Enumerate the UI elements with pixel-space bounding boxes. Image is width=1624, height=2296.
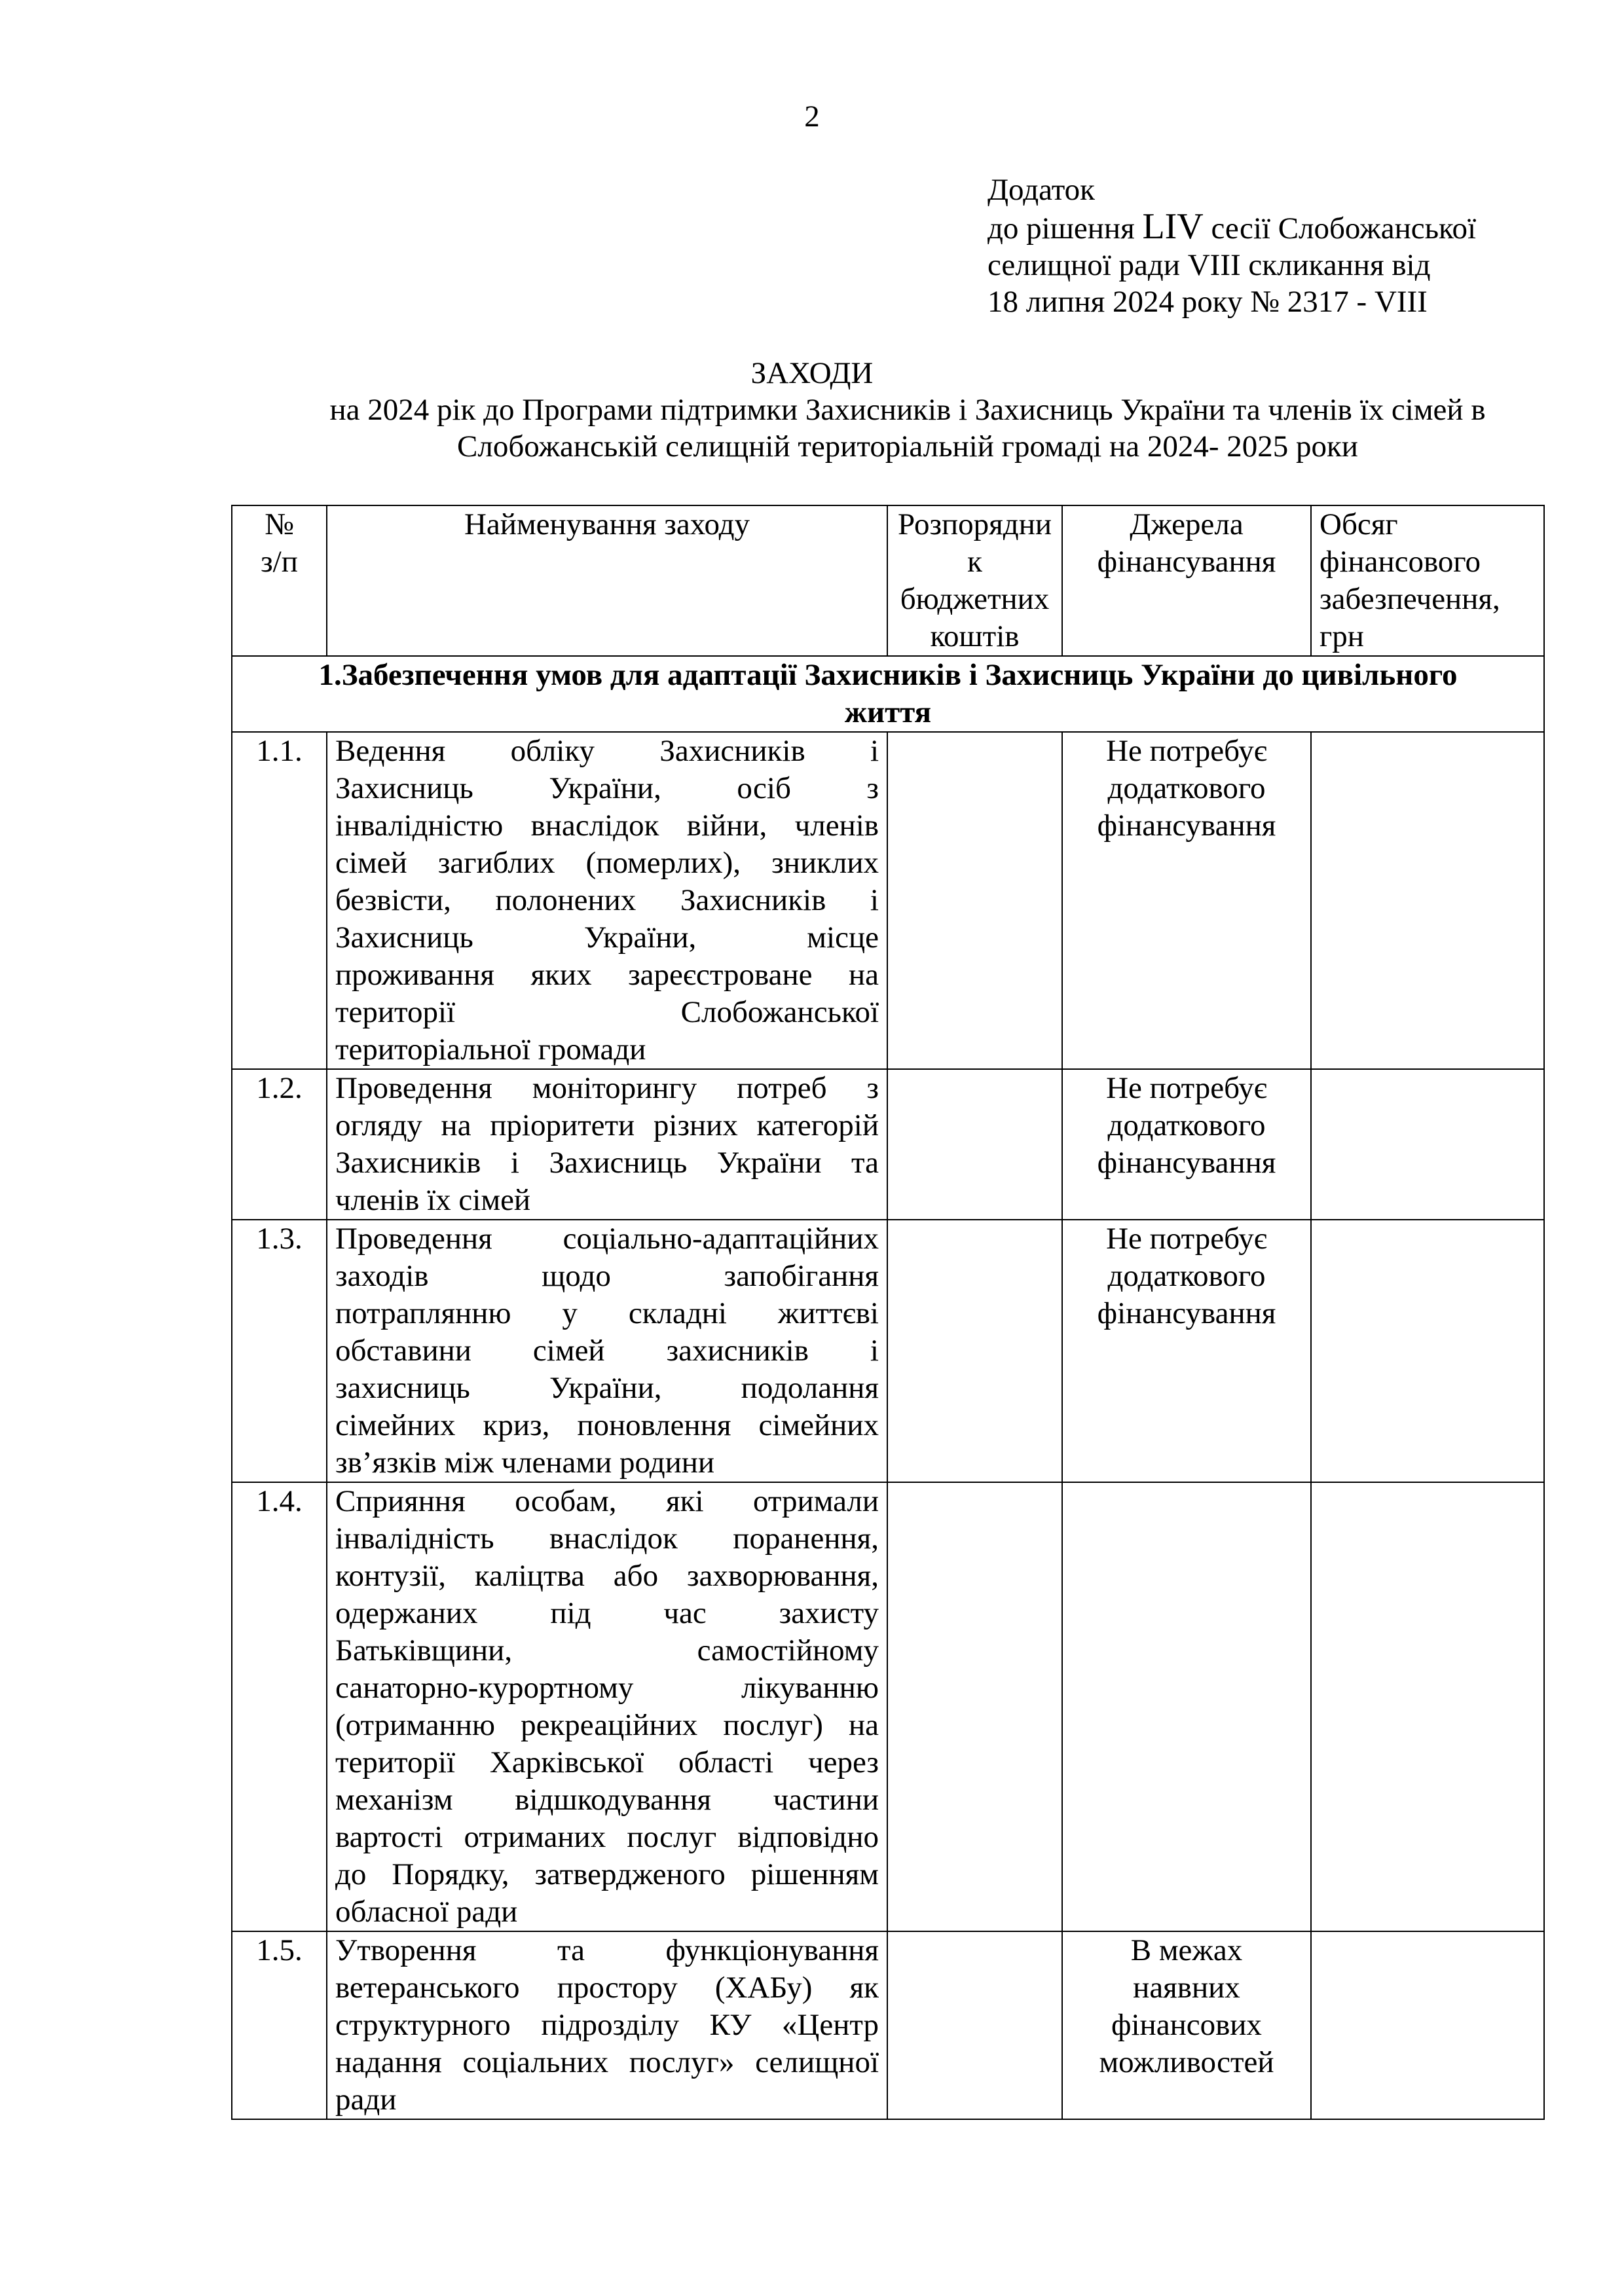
measure-name-line: членів їх сімей bbox=[335, 1183, 531, 1217]
funding-source-line: додаткового bbox=[1107, 771, 1266, 805]
section-heading bbox=[232, 656, 1544, 732]
header-measure-name: Найменування заходу bbox=[327, 505, 887, 656]
addendum-block bbox=[987, 172, 1577, 320]
header-manager-line: Розпорядни bbox=[897, 507, 1052, 541]
measure-name-line: механізм відшкодування частини bbox=[335, 1783, 879, 1817]
measure-name-line: Ведення обліку Захисників і bbox=[335, 734, 879, 768]
measure-name-line: обласної ради bbox=[335, 1895, 518, 1929]
table-row bbox=[232, 1482, 1544, 1931]
measure-name-line: одержаних під час захисту bbox=[335, 1596, 879, 1630]
funding-source-line: Не потребує bbox=[1106, 1222, 1267, 1256]
measure-name-line: безвісти, полонених Захисників і bbox=[335, 883, 879, 917]
funding-source-line: фінансових bbox=[1111, 2008, 1262, 2042]
addendum-line-2-suffix: сесії Слобожанської bbox=[1203, 211, 1477, 246]
measure-name-line: потраплянню у складні життєві bbox=[335, 1296, 879, 1330]
funding-source-line: додаткового bbox=[1107, 1108, 1266, 1142]
section-heading-line: 1.Забезпечення умов для адаптації Захисників і Захисниць України до цивільного bbox=[318, 658, 1458, 692]
funding-volume-cell bbox=[1311, 1069, 1544, 1220]
measure-name-line: ветеранського простору (ХАБу) як bbox=[335, 1971, 879, 2005]
addendum-line-4: 18 липня 2024 року № 2317 - VIII bbox=[987, 285, 1428, 319]
funding-source-line: В межах bbox=[1130, 1933, 1243, 1967]
addendum-line-2-prefix: до рішення bbox=[987, 211, 1143, 246]
measure-name-line: Сприяння особам, які отримали bbox=[335, 1484, 879, 1518]
funding-source-line: додаткового bbox=[1107, 1259, 1266, 1293]
row-number: 1.1. bbox=[232, 732, 327, 1069]
row-number: 1.4. bbox=[232, 1482, 327, 1931]
funding-source-line: фінансування bbox=[1097, 1296, 1276, 1330]
addendum-line-3: селищної ради VIII скликання від bbox=[987, 248, 1431, 282]
row-number: 1.2. bbox=[232, 1069, 327, 1220]
measure-name-line: території Харківської області через bbox=[335, 1745, 879, 1779]
funding-volume-cell bbox=[1311, 1482, 1544, 1931]
subtitle-line-2: Слобожанській селищній територіальній громаді на 2024- 2025 роки bbox=[457, 429, 1358, 464]
measure-name bbox=[327, 1482, 887, 1931]
measures-table bbox=[231, 505, 1545, 2120]
table-row bbox=[232, 1069, 1544, 1220]
measure-name-line: проживання яких зареєстроване на bbox=[335, 958, 879, 992]
table-row bbox=[232, 1931, 1544, 2119]
session-roman-number: LIV bbox=[1142, 206, 1204, 247]
header-manager-line: коштів bbox=[930, 619, 1020, 653]
funding-source-line: Не потребує bbox=[1106, 1071, 1267, 1105]
measure-name-line: інвалідністю внаслідок війни, членів bbox=[335, 809, 879, 843]
budget-manager-cell bbox=[887, 1482, 1062, 1931]
funding-source-line: наявних bbox=[1133, 1971, 1240, 2005]
measure-name-line: структурного підрозділу КУ «Центр bbox=[335, 2008, 879, 2042]
measure-name-line: зв’язків між членами родини bbox=[335, 1446, 715, 1480]
funding-source-line: фінансування bbox=[1097, 809, 1276, 843]
table-header-row bbox=[232, 505, 1544, 656]
measure-name-line: Батьківщини, самостійному bbox=[335, 1633, 879, 1667]
funding-volume-cell bbox=[1311, 732, 1544, 1069]
document-title: ЗАХОДИ bbox=[750, 356, 874, 390]
funding-source-cell bbox=[1062, 1931, 1311, 2119]
header-volume-line: грн bbox=[1320, 619, 1364, 653]
measure-name-line: (отриманню рекреаційних послуг) на bbox=[335, 1708, 879, 1742]
measure-name bbox=[327, 1931, 887, 2119]
header-number bbox=[232, 505, 327, 656]
measure-name-line: контузії, каліцтва або захворювання, bbox=[335, 1559, 879, 1593]
measure-name-line: Проведення соціально-адаптаційних bbox=[335, 1222, 879, 1256]
measure-name-line: території Слобожанської bbox=[335, 995, 879, 1029]
header-funding-volume bbox=[1311, 505, 1544, 656]
funding-volume-cell bbox=[1311, 1220, 1544, 1482]
measure-name-line: огляду на пріоритети різних категорій bbox=[335, 1108, 879, 1142]
budget-manager-cell bbox=[887, 1220, 1062, 1482]
funding-source-cell bbox=[1062, 1069, 1311, 1220]
addendum-line-2 bbox=[987, 208, 1577, 247]
measure-name-line: територіальної громади bbox=[335, 1032, 646, 1066]
header-volume-line: фінансового bbox=[1320, 545, 1481, 579]
funding-source-line: Не потребує bbox=[1106, 734, 1267, 768]
subtitle-line-1: на 2024 рік до Програми підтримки Захисників і Захисниць України та членів їх сімей в bbox=[329, 393, 1486, 427]
header-volume-line: Обсяг bbox=[1320, 507, 1398, 541]
header-budget-manager bbox=[887, 505, 1062, 656]
funding-source-line: можливостей bbox=[1099, 2045, 1274, 2079]
funding-source-line: фінансування bbox=[1097, 1146, 1276, 1180]
header-number-line: з/п bbox=[261, 545, 298, 579]
document-subtitle bbox=[233, 392, 1582, 465]
budget-manager-cell bbox=[887, 732, 1062, 1069]
header-source-line: фінансування bbox=[1097, 545, 1276, 579]
header-number-line: № bbox=[265, 507, 294, 541]
row-number: 1.3. bbox=[232, 1220, 327, 1482]
measure-name-line: вартості отриманих послуг відповідно bbox=[335, 1820, 879, 1854]
measure-name-line: Проведення моніторингу потреб з bbox=[335, 1071, 879, 1105]
page-number: 2 bbox=[804, 100, 820, 134]
measure-name-line: надання соціальних послуг» селищної bbox=[335, 2045, 879, 2079]
table-row bbox=[232, 732, 1544, 1069]
header-funding-sources bbox=[1062, 505, 1311, 656]
header-manager-line: бюджетних bbox=[900, 582, 1050, 616]
measure-name-line: інвалідність внаслідок поранення, bbox=[335, 1522, 879, 1556]
section-row bbox=[232, 656, 1544, 732]
budget-manager-cell bbox=[887, 1069, 1062, 1220]
section-heading-line: життя bbox=[844, 695, 932, 729]
measure-name bbox=[327, 1069, 887, 1220]
measure-name bbox=[327, 732, 887, 1069]
measure-name-line: до Порядку, затвердженого рішенням bbox=[335, 1857, 879, 1891]
funding-source-cell bbox=[1062, 1482, 1311, 1931]
funding-source-cell bbox=[1062, 732, 1311, 1069]
header-manager-line: к bbox=[967, 545, 982, 579]
measure-name-line: заходів щодо запобігання bbox=[335, 1259, 879, 1293]
addendum-line-1: Додаток bbox=[987, 173, 1096, 207]
row-number: 1.5. bbox=[232, 1931, 327, 2119]
measure-name-line: Захисників і Захисниць України та bbox=[335, 1146, 879, 1180]
measure-name-line: Захисниць України, осіб з bbox=[335, 771, 879, 805]
table-body bbox=[232, 656, 1544, 2119]
funding-volume-cell bbox=[1311, 1931, 1544, 2119]
header-volume-line: забезпечення, bbox=[1320, 582, 1500, 616]
measure-name bbox=[327, 1220, 887, 1482]
measure-name-line: сімей загиблих (померлих), зниклих bbox=[335, 846, 879, 880]
measure-name-line: Захисниць України, місце bbox=[335, 920, 879, 955]
funding-source-cell bbox=[1062, 1220, 1311, 1482]
header-source-line: Джерела bbox=[1130, 507, 1244, 541]
measure-name-line: обставини сімей захисників і bbox=[335, 1334, 879, 1368]
measure-name-line: захисниць України, подолання bbox=[335, 1371, 879, 1405]
table-row bbox=[232, 1220, 1544, 1482]
measure-name-line: ради bbox=[335, 2083, 397, 2117]
budget-manager-cell bbox=[887, 1931, 1062, 2119]
measure-name-line: санаторно-курортному лікуванню bbox=[335, 1671, 879, 1705]
measure-name-line: сімейних криз, поновлення сімейних bbox=[335, 1408, 879, 1442]
measure-name-line: Утворення та функціонування bbox=[335, 1933, 879, 1967]
